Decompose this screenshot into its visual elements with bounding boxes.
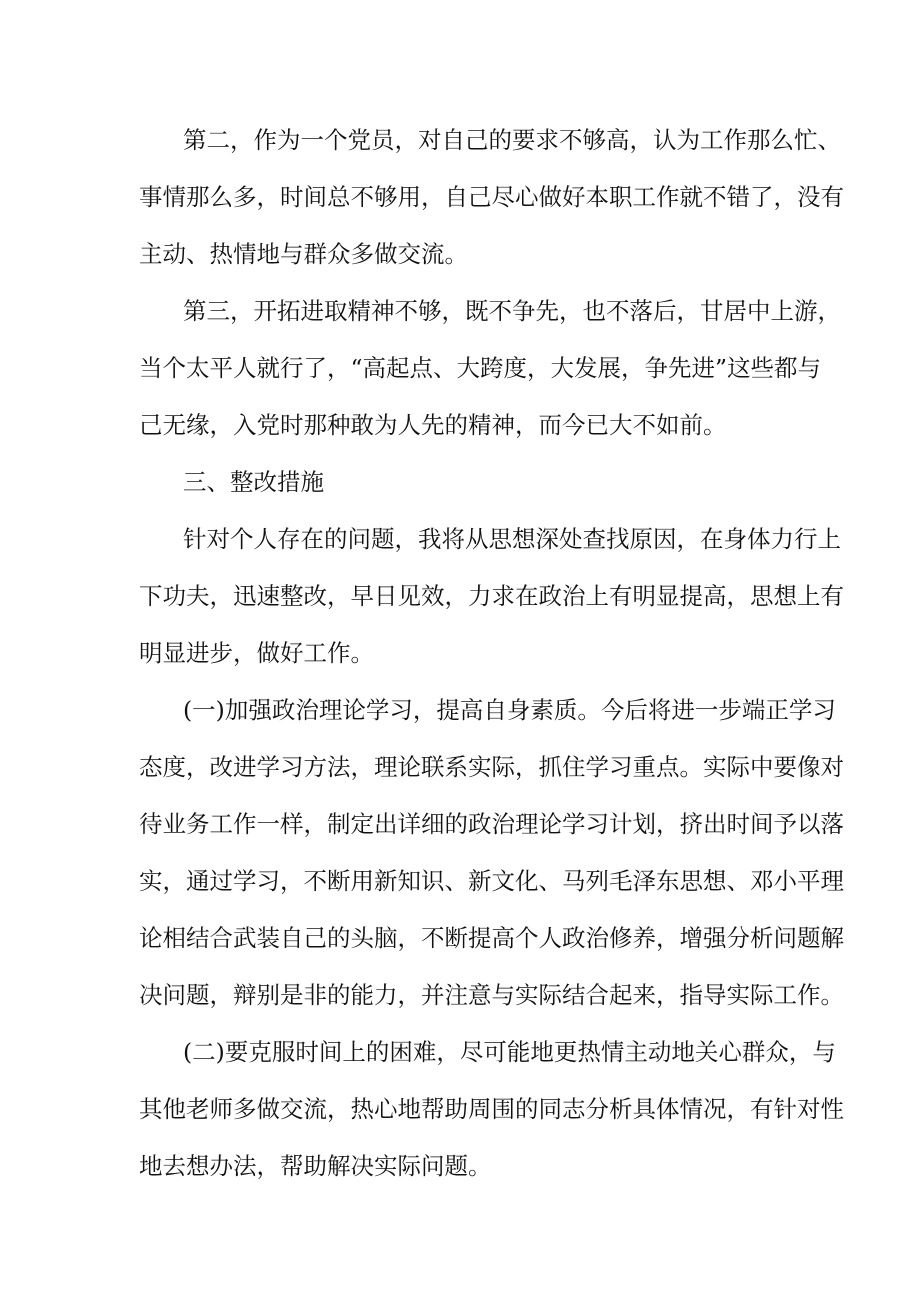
paragraph-2-line-3: 己无缘，入党时那种敢为人先的精神，而今已大不如前。 bbox=[139, 411, 727, 439]
paragraph-4-line-6: 决问题，辩别是非的能力，并注意与实际结合起来，指导实际工作。 bbox=[139, 981, 844, 1009]
paragraph-4-line-2: 态度，改进学习方法，理论联系实际，抓住学习重点。实际中要像对 bbox=[139, 753, 844, 781]
paragraph-2-line-2: 当个太平人就行了，“高起点、大跨度，大发展，争先进”这些都与 bbox=[139, 354, 822, 382]
paragraph-3-line-2: 下功夫，迅速整改，早日见效，力求在政治上有明显提高，思想上有 bbox=[139, 582, 844, 610]
paragraph-1-line-3: 主动、热情地与群众多做交流。 bbox=[139, 240, 468, 268]
paragraph-5-line-1: (二)要克服时间上的困难，尽可能地更热情主动地关心群众，与 bbox=[183, 1038, 836, 1066]
paragraph-4-line-5: 论相结合武装自己的头脑，不断提高个人政治修养，增强分析问题解 bbox=[139, 924, 844, 952]
paragraph-5-line-2: 其他老师多做交流，热心地帮助周围的同志分析具体情况，有针对性 bbox=[139, 1095, 844, 1123]
paragraph-3-line-1: 针对个人存在的问题，我将从思想深处查找原因，在身体力行上 bbox=[183, 525, 841, 553]
paragraph-4-line-4: 实，通过学习，不断用新知识、新文化、马列毛泽东思想、邓小平理 bbox=[139, 867, 844, 895]
paragraph-1-line-2: 事情那么多，时间总不够用，自己尽心做好本职工作就不错了，没有 bbox=[139, 183, 844, 211]
paragraph-4-line-3: 待业务工作一样，制定出详细的政治理论学习计划，挤出时间予以落 bbox=[139, 810, 844, 838]
paragraph-2-line-1: 第三，开拓进取精神不够，既不争先，也不落后，甘居中上游， bbox=[183, 297, 841, 325]
paragraph-3-line-3: 明显进步，做好工作。 bbox=[139, 639, 374, 667]
section-heading: 三、整改措施 bbox=[183, 468, 324, 496]
paragraph-1-line-1: 第二，作为一个党员，对自己的要求不够高，认为工作那么忙、 bbox=[183, 126, 841, 154]
paragraph-5-line-3: 地去想办法，帮助解决实际问题。 bbox=[139, 1152, 492, 1180]
paragraph-4-line-1: (一)加强政治理论学习，提高自身素质。今后将进一步端正学习 bbox=[183, 696, 836, 724]
